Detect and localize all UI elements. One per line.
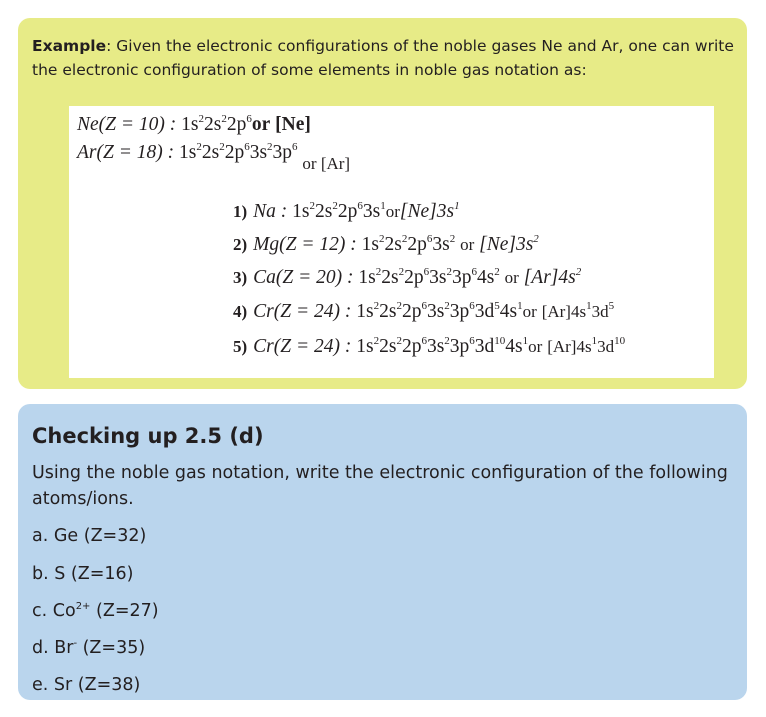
item-or: or	[528, 337, 543, 356]
alt-exponent: 2	[575, 266, 582, 278]
config-exponent: 6	[421, 335, 427, 347]
checking-item-e	[32, 675, 140, 695]
config-orbital: 1s	[356, 336, 374, 357]
checking-item-a: a. Ge (Z=32)	[32, 526, 147, 546]
item-text: e. Sr (Z=38)	[32, 675, 141, 695]
example-item-2	[233, 234, 539, 256]
config-orbital: 2p	[337, 201, 358, 222]
config-exponent: 2	[396, 300, 402, 312]
item-alt	[400, 201, 460, 222]
config-exponent: 6	[246, 113, 252, 125]
config-orbital: 2p	[401, 301, 422, 322]
config-exponent: 2	[267, 141, 273, 153]
config-exponent: 2	[309, 200, 316, 212]
ar-alt: [Ar]	[320, 154, 351, 173]
config-orbital: 1s	[181, 114, 199, 135]
config-exponent: 2	[446, 266, 452, 278]
formula-panel	[69, 106, 714, 378]
config-orbital: 3d	[474, 336, 495, 357]
config-exponent: 2	[375, 266, 382, 278]
alt-exponent: 1	[454, 200, 460, 212]
alt-orbital: [Ne]3s	[479, 234, 534, 255]
item-charge: 2+	[75, 601, 91, 612]
ar-config	[179, 142, 298, 163]
ar-formula	[77, 141, 351, 173]
config-orbital: 3p	[449, 301, 470, 322]
example-item-4	[233, 301, 614, 323]
config-exponent: 5	[494, 300, 500, 312]
ar-alt-group	[302, 154, 350, 173]
alt-exponent: 1	[586, 300, 592, 312]
config-exponent: 2	[449, 233, 456, 245]
config-orbital: 2s	[315, 201, 333, 222]
item-or: or	[385, 202, 400, 221]
config-exponent: 2	[221, 113, 227, 125]
ne-or: or	[251, 114, 271, 135]
example-item-1	[233, 201, 460, 223]
config-exponent: 6	[423, 266, 430, 278]
config-exponent: 2	[379, 233, 385, 245]
item-lhs: Cr(Z = 24) :	[253, 336, 357, 357]
item-lhs: Cr(Z = 24) :	[253, 301, 357, 322]
example-item-3	[233, 267, 581, 289]
ne-config	[181, 114, 252, 135]
config-exponent: 2	[398, 266, 405, 278]
alt-exponent: 2	[533, 233, 539, 245]
example-intro	[32, 34, 737, 82]
config-orbital: 2p	[404, 267, 424, 288]
config-orbital: 3s	[426, 336, 445, 357]
alt-exponent: 5	[608, 300, 615, 312]
checking-item-b	[32, 564, 133, 584]
item-charge: -	[73, 638, 78, 649]
config-exponent: 10	[494, 335, 506, 347]
item-config	[358, 267, 499, 288]
item-or: or	[460, 235, 475, 254]
config-orbital: 3s	[426, 301, 445, 322]
alt-exponent: 10	[614, 335, 626, 347]
example-item-5	[233, 336, 625, 358]
item-lhs: Mg(Z = 12) :	[253, 234, 362, 255]
config-exponent: 6	[426, 233, 433, 245]
alt-orbital: 3d	[597, 337, 615, 356]
config-orbital: 2p	[224, 142, 245, 163]
config-exponent: 2	[332, 200, 338, 212]
config-exponent: 2	[219, 141, 225, 153]
ne-lhs: Ne(Z = 10) :	[77, 114, 182, 135]
config-exponent: 1	[380, 200, 386, 212]
config-orbital: 1s	[356, 301, 374, 322]
item-text: b. S (Z=16)	[32, 564, 134, 584]
config-orbital: 2s	[381, 267, 399, 288]
config-orbital: 3p	[449, 336, 470, 357]
config-exponent: 2	[196, 141, 202, 153]
config-exponent: 2	[444, 335, 450, 347]
config-orbital: 2p	[401, 336, 422, 357]
checking-up-title: Checking up 2.5 (d)	[32, 424, 264, 448]
item-atomic-number: (Z=35)	[77, 638, 146, 658]
example-label: Example	[32, 37, 107, 55]
item-config	[356, 301, 522, 322]
alt-orbital: [Ar]4s	[541, 302, 587, 321]
item-number: 5)	[233, 337, 248, 356]
config-orbital: 3s	[362, 201, 381, 222]
item-text: d. Br	[32, 638, 74, 658]
item-config	[362, 234, 456, 255]
config-exponent: 6	[357, 200, 363, 212]
config-orbital: 3p	[272, 142, 293, 163]
item-atomic-number: (Z=27)	[90, 601, 159, 621]
config-orbital: 3p	[451, 267, 472, 288]
alt-orbital: [Ne]3s	[399, 201, 455, 222]
example-box	[18, 18, 747, 389]
item-number: 3)	[233, 268, 248, 287]
item-config	[356, 336, 528, 357]
item-number: 4)	[233, 302, 248, 321]
config-orbital: 1s	[358, 267, 376, 288]
config-orbital: 2p	[407, 234, 427, 255]
config-exponent: 6	[244, 141, 250, 153]
config-exponent: 6	[469, 300, 475, 312]
item-lhs: Ca(Z = 20) :	[253, 267, 359, 288]
checking-item-d	[32, 638, 145, 658]
item-alt	[524, 267, 582, 288]
config-exponent: 2	[198, 113, 204, 125]
ar-lhs: Ar(Z = 18) :	[77, 142, 179, 163]
config-exponent: 2	[401, 233, 408, 245]
checking-item-c	[32, 601, 159, 621]
item-text: c. Co	[32, 601, 76, 621]
alt-orbital: 3d	[591, 302, 609, 321]
ar-or: or	[302, 154, 317, 173]
config-orbital: 2s	[379, 336, 397, 357]
config-orbital: 1s	[179, 142, 197, 163]
config-exponent: 2	[373, 300, 380, 312]
config-orbital: 3s	[429, 267, 447, 288]
config-orbital: 3s	[249, 142, 268, 163]
ne-alt: [Ne]	[275, 114, 311, 135]
checking-up-instruction: Using the noble gas notation, write the electronic configuration of the following atoms/ions.	[32, 463, 728, 509]
config-exponent: 6	[292, 141, 298, 153]
checking-up-box	[18, 404, 747, 700]
config-exponent: 1	[517, 300, 523, 312]
example-intro-text: : Given the electronic configurations of the noble gases Ne and Ar, one can write the electronic configuration of some elements in noble gas notation as:	[32, 37, 734, 79]
config-orbital: 2s	[204, 114, 222, 135]
config-exponent: 6	[471, 266, 477, 278]
config-exponent: 2	[373, 335, 380, 347]
config-orbital: 2s	[201, 142, 220, 163]
config-orbital: 4s	[476, 267, 495, 288]
alt-orbital: [Ar]4s	[547, 337, 592, 356]
config-orbital: 2s	[379, 301, 397, 322]
item-config	[292, 201, 386, 222]
item-or: or	[522, 302, 537, 321]
item-number: 2)	[233, 235, 248, 254]
config-orbital: 3d	[474, 301, 495, 322]
config-orbital: 2p	[226, 114, 247, 135]
item-alt	[547, 337, 625, 356]
item-number: 1)	[233, 202, 248, 221]
config-orbital: 4s	[499, 301, 518, 322]
config-exponent: 2	[396, 335, 402, 347]
config-orbital: 1s	[292, 201, 310, 222]
alt-exponent: 1	[591, 335, 598, 347]
alt-orbital: [Ar]4s	[523, 267, 576, 288]
config-exponent: 1	[522, 335, 529, 347]
config-exponent: 2	[494, 266, 500, 278]
config-exponent: 2	[444, 300, 450, 312]
config-exponent: 6	[469, 335, 475, 347]
ne-formula	[77, 114, 311, 136]
config-orbital: 4s	[505, 336, 523, 357]
item-alt	[542, 302, 614, 321]
config-orbital: 2s	[384, 234, 402, 255]
item-or: or	[504, 268, 519, 287]
config-exponent: 6	[421, 300, 427, 312]
config-orbital: 3s	[432, 234, 450, 255]
item-alt	[479, 234, 539, 255]
config-orbital: 1s	[361, 234, 379, 255]
item-lhs: Na :	[253, 201, 293, 222]
